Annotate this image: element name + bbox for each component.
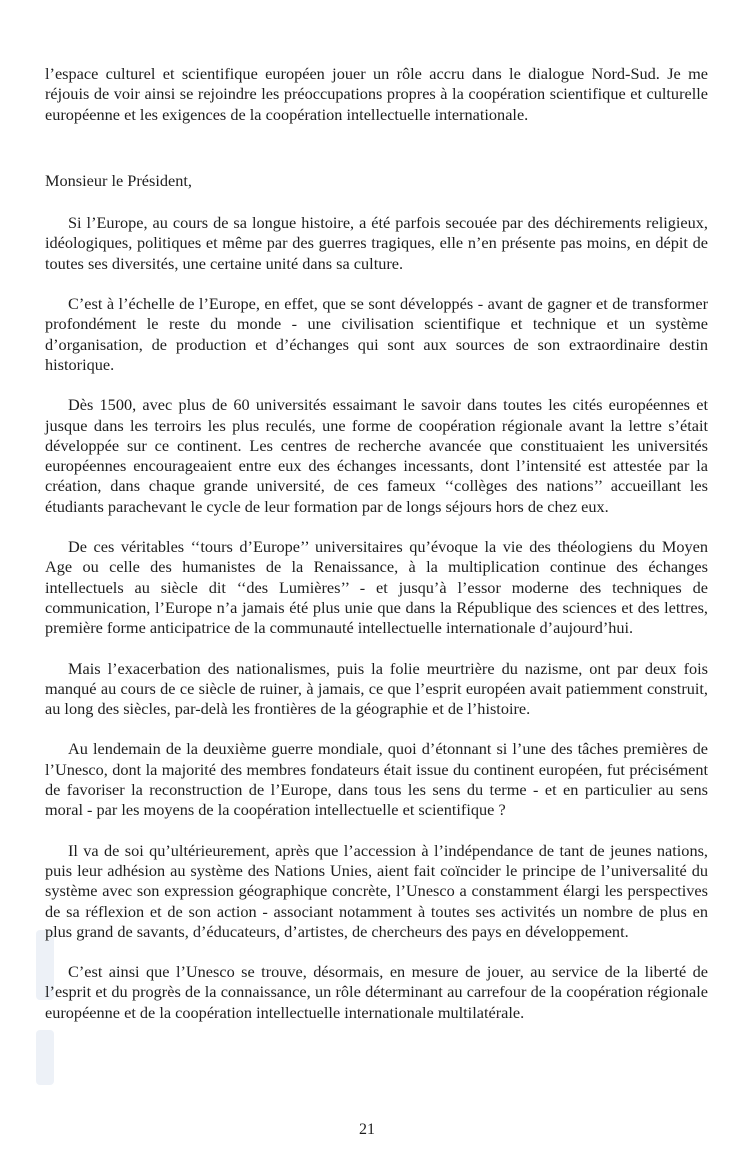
paragraph: Dès 1500, avec plus de 60 universités essaimant le savoir dans toutes les cités européennes et jusque dans les terroirs les plus reculés, une forme de coopération régionale avant la lettre s’était développée sur ce continent. Les centres de recherche avancée que constituaient les universités européennes encourageaient entre eux des échanges incessants, dont l’intensité est attestée par la création, dans chaque grande université, de ces fameux ‘‘collèges des nations’’ accueillant les étudiants parachevant le cycle de leur formation par de longs séjours hors de chez eux. <box>45 395 708 516</box>
paragraph: l’espace culturel et scientifique européen jouer un rôle accru dans le dialogue Nord-Sud. Je me réjouis de voir ainsi se rejoindre les préoccupations propres à la coopération scientifique et culturelle européenne et les exigences de la coopération intellectuelle internationale. <box>45 64 708 124</box>
salutation: Monsieur le Président, <box>45 170 192 190</box>
paragraph: Il va de soi qu’ultérieurement, après que l’accession à l’indépendance de tant de jeunes nations, puis leur adhésion au système des Nations Unies, aient fait coïncider le principe de l’universalité du système avec son expression géographique concrète, l’Unesco a constamment élargi les perspectives de sa réflexion et de son action - associant notamment à toutes ses activités un nombre de plus en plus grand de savants, d’éducateurs, d’artistes, de chercheurs des pays en développement. <box>45 840 708 941</box>
paragraph: C’est à l’échelle de l’Europe, en effet, que se sont développés - avant de gagner et de transformer profondément le reste du monde - une civilisation scientifique et technique et un système d’organisation, de production et d’échanges qui sont aux sources de son extraordinaire destin historique. <box>45 294 708 374</box>
paragraph: C’est ainsi que l’Unesco se trouve, désormais, en mesure de jouer, au service de la liberté de l’esprit et du progrès de la connaissance, un rôle déterminant au carrefour de la coopération régionale européenne et de la coopération intellectuelle internationale multilatérale. <box>45 962 708 1022</box>
scan-shadow <box>36 1030 54 1085</box>
paragraph: Si l’Europe, au cours de sa longue histoire, a été parfois secouée par des déchirements religieux, idéologiques, politiques et même par des guerres tragiques, elle n’en présente pas moins, en dépit de toutes ses diversités, une certaine unité dans sa culture. <box>45 213 708 273</box>
paragraph: Mais l’exacerbation des nationalismes, puis la folie meurtrière du nazisme, ont par deux fois manqué au cours de ce siècle de ruiner, à jamais, ce que l’esprit européen avait patiemment construit, au long des siècles, par-delà les frontières de la géographie et de l’histoire. <box>45 658 708 719</box>
document-page <box>45 64 708 1023</box>
page-number: 21 <box>359 1121 375 1138</box>
paragraph: Au lendemain de la deuxième guerre mondiale, quoi d’étonnant si l’une des tâches premières de l’Unesco, dont la majorité des membres fondateurs était issue du continent européen, fut précisément de favoriser la reconstruction de l’Europe, dans tous les sens du terme - et en particulier au sens moral - par les moyens de la coopération intellectuelle et scientifique ? <box>45 739 708 820</box>
paragraph: De ces véritables ‘‘tours d’Europe’’ universitaires qu’évoque la vie des théologiens du Moyen Age ou celle des humanistes de la Renaissance, à la multiplication continue des échanges intellectuels au siècle dit ‘‘des Lumières’’ - et jusqu’à l’essor moderne des techniques de communication, l’Europe n’a jamais été plus unie que dans la République des sciences et des lettres, première forme anticipatrice de la communauté intellectuelle internationale d’aujourd’hui. <box>45 537 708 638</box>
